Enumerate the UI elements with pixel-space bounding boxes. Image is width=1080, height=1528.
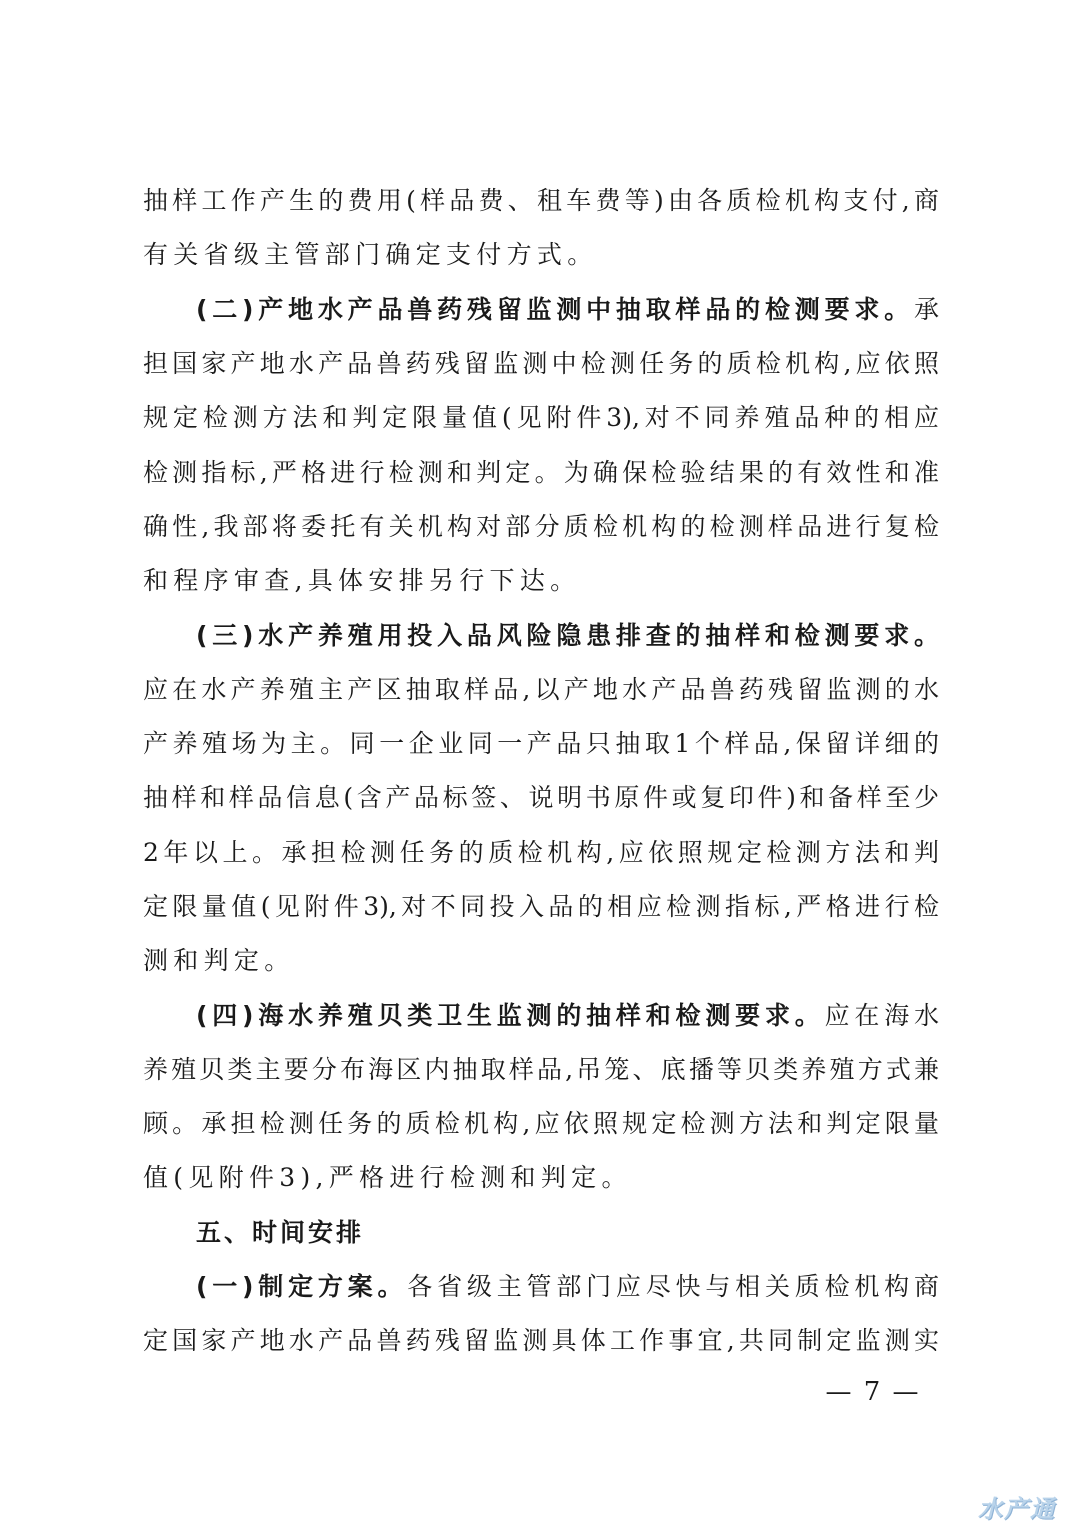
body-line: 检测指标,严格进行检测和判定。为确保检验结果的有效性和准 <box>143 458 939 487</box>
body-text: 承 <box>913 295 939 324</box>
body-line: 应在水产养殖主产区抽取样品,以产地水产品兽药残留监测的水 <box>143 675 939 704</box>
body-line: 抽样工作产生的费用(样品费、租车费等)由各质检机构支付,商 <box>143 186 939 215</box>
body-line: 有关省级主管部门确定支付方式。 <box>143 240 598 269</box>
body-line: 测和判定。 <box>143 946 295 975</box>
body-line: 产养殖场为主。同一企业同一产品只抽取1个样品,保留详细的 <box>143 729 939 758</box>
body-line: 2年以上。承担检测任务的质检机构,应依照规定检测方法和判 <box>143 838 939 867</box>
paragraph-heading-line <box>196 616 939 656</box>
body-line: 养殖贝类主要分布海区内抽取样品,吊笼、底播等贝类养殖方式兼 <box>143 1055 939 1084</box>
page-number: — 7 — <box>825 1377 921 1407</box>
section-heading: 五、时间安排 <box>196 1218 365 1247</box>
body-line: 抽样和样品信息(含产品标签、说明书原件或复印件)和备样至少 <box>143 783 939 812</box>
watermark-logo: 水产通 <box>978 1495 1056 1523</box>
body-line: 定国家产地水产品兽药残留监测具体工作事宜,共同制定监测实 <box>143 1326 939 1355</box>
paragraph-heading: (二)产地水产品兽药残留监测中抽取样品的检测要求。 <box>196 295 914 324</box>
body-line: 值(见附件3),严格进行检测和判定。 <box>143 1163 632 1192</box>
body-text: 各省级主管部门应尽快与相关质检机构商 <box>407 1272 939 1301</box>
body-text: 应在海水 <box>824 1001 939 1030</box>
paragraph-heading: (四)海水养殖贝类卫生监测的抽样和检测要求。 <box>196 1001 825 1030</box>
body-line: 规定检测方法和判定限量值(见附件3),对不同养殖品种的相应 <box>143 403 939 432</box>
body-line: 确性,我部将委托有关机构对部分质检机构的检测样品进行复检 <box>143 512 939 541</box>
body-line: 担国家产地水产品兽药残留监测中检测任务的质检机构,应依照 <box>143 349 939 378</box>
paragraph-heading: (三)水产养殖用投入品风险隐患排查的抽样和检测要求。 <box>196 621 939 650</box>
paragraph-heading-line <box>196 1267 939 1307</box>
body-line: 顾。承担检测任务的质检机构,应依照规定检测方法和判定限量 <box>143 1109 939 1138</box>
body-line: 定限量值(见附件3),对不同投入品的相应检测指标,严格进行检 <box>143 892 939 921</box>
body-line: 和程序审查,具体安排另行下达。 <box>143 566 581 595</box>
paragraph-heading: (一)制定方案。 <box>196 1272 408 1301</box>
paragraph-heading-line <box>196 996 939 1036</box>
paragraph-heading-line <box>196 290 939 330</box>
